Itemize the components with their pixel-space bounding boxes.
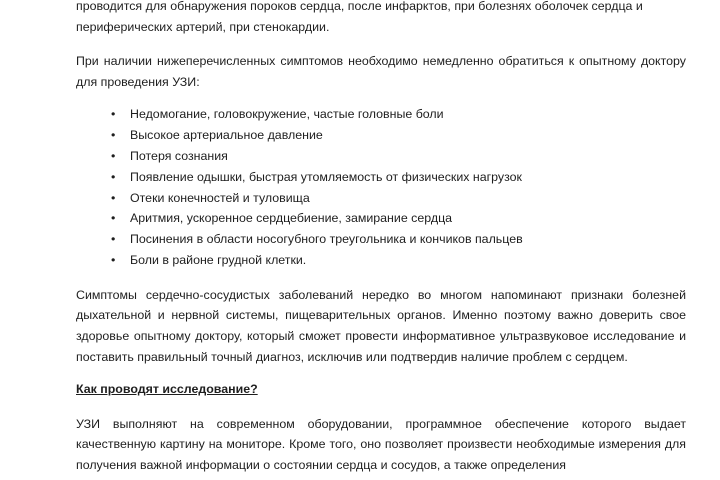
list-item: [111, 188, 686, 209]
bullet-icon: •: [111, 252, 116, 267]
section-heading: Как проводят исследование?: [76, 382, 258, 397]
list-item: [111, 104, 686, 125]
list-item: [111, 167, 686, 188]
bullet-icon: •: [111, 169, 116, 184]
list-item: [111, 146, 686, 167]
list-item: [111, 125, 686, 146]
intro-paragraph: [76, 0, 686, 37]
bullet-icon: •: [111, 128, 116, 143]
list-item-text: Недомогание, головокружение, частые головные боли: [130, 107, 444, 122]
list-item-text: Появление одышки, быстрая утомляемость от физических нагрузок: [130, 169, 522, 184]
list-item: [111, 208, 686, 229]
procedure-paragraph: УЗИ выполняют на современном оборудовании, программное обеспечение которого выдает качественную картину на мониторе. Кроме того, оно позволяет произвести необходимые измерения для получения важной информации о состоянии сердца и сосудов, а также определения: [76, 416, 686, 472]
list-item-text: Потеря сознания: [130, 148, 228, 163]
bullet-icon: •: [111, 148, 116, 163]
intro-line-1: проводится для обнаружения пороков сердца, после инфарктов, при болезнях оболочек сердца и: [76, 0, 643, 13]
bullet-icon: •: [111, 107, 116, 122]
symptoms-intro-paragraph: При наличии нижеперечисленных симптомов необходимо немедленно обратиться к опытному доктору для проведения УЗИ:: [76, 54, 686, 89]
bullet-icon: •: [111, 232, 116, 247]
symptoms-paragraph: Симптомы сердечно-сосудистых заболеваний нередко во многом напоминают признаки болезней дыхательной и нервной системы, пищеварительных органов. Именно поэтому важно доверить свое здоровье опытному доктору, который сможет провести информативное ультразвуковое исследование и поставить правильный точный диагноз, исключив или подтвердив наличие проблем с сердцем.: [76, 287, 686, 364]
intro-line-2: периферических артерий, при стенокардии.: [76, 19, 330, 34]
symptoms-list: [76, 104, 686, 270]
list-item-text: Отеки конечностей и туловища: [130, 190, 310, 205]
list-item: [111, 250, 686, 271]
bullet-icon: •: [111, 190, 116, 205]
list-item-text: Посинения в области носогубного треугольника и кончиков пальцев: [130, 232, 523, 247]
list-item-text: Боли в районе грудной клетки.: [130, 252, 307, 267]
list-item: [111, 229, 686, 250]
bullet-icon: •: [111, 211, 116, 226]
list-item-text: Высокое артериальное давление: [130, 128, 323, 143]
list-item-text: Аритмия, ускоренное сердцебиение, замирание сердца: [130, 211, 453, 226]
